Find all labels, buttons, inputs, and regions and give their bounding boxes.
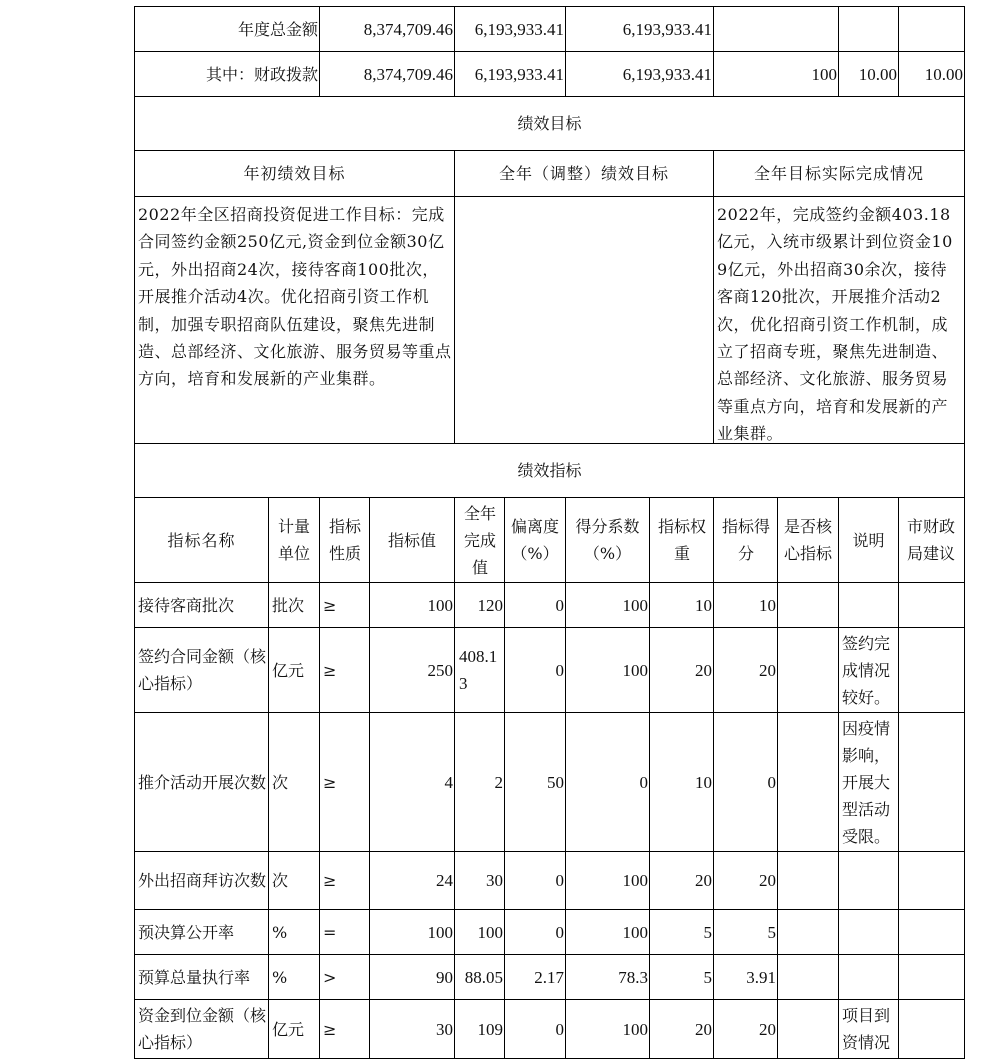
indicator-nature: ≥ xyxy=(323,595,337,615)
budget-total-cell xyxy=(899,7,964,51)
indicator-note: 项目到资情况 xyxy=(842,1006,891,1052)
indicator-target: 24 xyxy=(436,871,453,890)
budget-total-cell: 6,193,933.41 xyxy=(622,19,712,39)
indicator-weight: 5 xyxy=(703,922,712,942)
indicator-core xyxy=(778,713,838,851)
indicator-advice xyxy=(899,1000,964,1058)
indicator-actual: 120 xyxy=(477,595,503,615)
indicator-score: 10 xyxy=(759,595,776,615)
indicator-note xyxy=(839,955,898,999)
indicator-header: 指标得分 xyxy=(721,517,770,563)
indicator-core xyxy=(778,852,838,909)
indicator-name: 预决算公开率 xyxy=(138,922,235,942)
budget-fiscal-cell: 8,374,709.46 xyxy=(363,64,453,84)
indicator-actual: 109 xyxy=(477,1019,503,1039)
budget-fiscal-cell: 100 xyxy=(811,64,837,84)
indicator-unit: % xyxy=(272,967,288,987)
indicator-deviation: 2.17 xyxy=(534,967,564,987)
budget-row-label: 其中：财政拨款 xyxy=(205,64,318,84)
indicator-advice xyxy=(899,852,964,909)
indicator-nature: ≥ xyxy=(323,660,337,680)
indicator-note xyxy=(839,910,898,954)
indicator-advice xyxy=(899,713,964,851)
indicator-score: 3.91 xyxy=(746,967,776,987)
indicator-coef: 100 xyxy=(622,871,648,890)
budget-fiscal-cell: 10.00 xyxy=(924,64,963,84)
indicator-coef: 100 xyxy=(622,660,648,680)
indicator-header: 指标值 xyxy=(387,530,436,550)
indicator-header: 全年完成值 xyxy=(463,503,496,577)
indicator-target: 100 xyxy=(427,922,453,942)
indicator-unit: 次 xyxy=(272,871,289,890)
indicator-name: 推介活动开展次数 xyxy=(138,772,267,792)
indicator-nature: > xyxy=(323,967,337,987)
indicator-coef: 78.3 xyxy=(618,967,648,987)
indicator-weight: 10 xyxy=(695,595,712,615)
indicator-nature: ≥ xyxy=(323,871,337,890)
indicator-deviation: 0 xyxy=(555,871,564,890)
indicator-header: 偏离度（%） xyxy=(510,517,559,563)
indicator-nature: ≥ xyxy=(323,772,337,792)
indicator-header: 指标名称 xyxy=(167,530,236,550)
indicator-actual: 2 xyxy=(494,772,503,792)
budget-fiscal-cell: 6,193,933.41 xyxy=(474,64,564,84)
indicator-score: 20 xyxy=(759,871,776,890)
indicator-header: 说明 xyxy=(852,530,885,550)
indicator-core xyxy=(778,583,838,627)
goals-section-title: 绩效目标 xyxy=(517,114,582,133)
budget-total-cell: 6,193,933.41 xyxy=(474,19,564,39)
indicator-advice xyxy=(899,955,964,999)
indicator-score: 5 xyxy=(767,922,776,942)
indicator-actual: 30 xyxy=(486,871,503,890)
indicator-target: 4 xyxy=(444,772,453,792)
indicator-header: 得分系数（%） xyxy=(575,517,640,563)
indicator-header: 计量单位 xyxy=(277,517,310,563)
indicator-coef: 100 xyxy=(622,595,648,615)
indicator-coef: 0 xyxy=(639,772,648,792)
budget-total-cell: 8,374,709.46 xyxy=(363,19,453,39)
indicator-deviation: 0 xyxy=(555,922,564,942)
indicator-note xyxy=(839,852,898,909)
indicator-note: 因疫情影响，开展大型活动受限。 xyxy=(842,718,891,846)
indicator-score: 20 xyxy=(759,660,776,680)
indicator-core xyxy=(778,1000,838,1058)
budget-total-cell xyxy=(839,7,898,51)
indicator-weight: 20 xyxy=(695,871,712,890)
indicator-note xyxy=(839,583,898,627)
indicator-nature: = xyxy=(323,922,337,942)
indicator-deviation: 0 xyxy=(555,1019,564,1039)
indicator-target: 250 xyxy=(427,660,453,680)
goals-header-adjusted: 全年（调整）绩效目标 xyxy=(498,164,669,183)
budget-total-cell xyxy=(714,7,838,51)
goals-adjusted-text xyxy=(455,197,713,443)
indicators-section-title: 绩效指标 xyxy=(517,461,582,480)
indicator-header: 指标性质 xyxy=(328,517,361,563)
indicator-coef: 100 xyxy=(622,1019,648,1039)
indicator-weight: 5 xyxy=(703,967,712,987)
goals-header-actual: 全年目标实际完成情况 xyxy=(753,164,924,183)
indicator-score: 20 xyxy=(759,1019,776,1039)
indicator-deviation: 0 xyxy=(555,595,564,615)
indicator-name: 签约合同金额（核心指标） xyxy=(138,647,267,693)
indicator-weight: 20 xyxy=(695,660,712,680)
indicator-name: 外出招商拜访次数 xyxy=(138,871,267,890)
indicator-header: 是否核心指标 xyxy=(783,517,832,563)
indicator-unit: 亿元 xyxy=(272,660,305,680)
indicator-score: 0 xyxy=(767,772,776,792)
goals-actual-text: 2022年，完成签约金额403.18亿元，入统市级累计到位资金109亿元，外出招商30余次，接待客商120批次，开展推介活动2次，优化招商引资工作机制，成立了招商专班，聚焦先进制造、总部经济、文化旅游、服务贸易等重点方向，培育和发展新的产业集群。 xyxy=(717,205,953,443)
indicator-core xyxy=(778,955,838,999)
budget-fiscal-cell: 10.00 xyxy=(858,64,897,84)
goals-header-initial: 年初绩效目标 xyxy=(243,164,346,183)
indicator-actual: 100 xyxy=(477,922,503,942)
indicator-target: 90 xyxy=(436,967,453,987)
indicator-weight: 10 xyxy=(695,772,712,792)
indicator-core xyxy=(778,910,838,954)
indicator-advice xyxy=(899,628,964,712)
indicator-name: 资金到位金额（核心指标） xyxy=(138,1006,267,1052)
indicator-deviation: 0 xyxy=(555,660,564,680)
indicator-name: 接待客商批次 xyxy=(138,595,235,615)
indicator-header: 市财政局建议 xyxy=(906,517,955,563)
indicator-target: 30 xyxy=(436,1019,453,1039)
indicator-unit: 亿元 xyxy=(272,1019,305,1039)
indicator-target: 100 xyxy=(427,595,453,615)
indicator-unit: 次 xyxy=(272,772,289,792)
budget-fiscal-cell: 6,193,933.41 xyxy=(622,64,712,84)
goals-initial-text: 2022年全区招商投资促进工作目标：完成合同签约金额250亿元,资金到位金额30亿元，外出招商24次，接待客商100批次，开展推介活动4次。优化招商引资工作机制，加强专职招商队伍建设，聚焦先进制造、总部经济、文化旅游、服务贸易等重点方向，培育和发展新的产业集群。 xyxy=(138,205,452,389)
indicator-weight: 20 xyxy=(695,1019,712,1039)
indicator-actual: 408.13 xyxy=(459,647,498,693)
indicator-advice xyxy=(899,910,964,954)
indicator-name: 预算总量执行率 xyxy=(138,967,251,987)
indicator-core xyxy=(778,628,838,712)
indicator-note: 签约完成情况较好。 xyxy=(842,633,891,707)
indicator-unit: % xyxy=(272,922,288,942)
indicator-unit: 批次 xyxy=(272,595,305,615)
indicator-nature: ≥ xyxy=(323,1019,337,1039)
indicator-advice xyxy=(899,583,964,627)
indicator-actual: 88.05 xyxy=(464,967,503,987)
budget-row-label: 年度总金额 xyxy=(237,19,318,39)
indicator-coef: 100 xyxy=(622,922,648,942)
indicator-header: 指标权重 xyxy=(657,517,706,563)
indicator-deviation: 50 xyxy=(547,772,564,792)
